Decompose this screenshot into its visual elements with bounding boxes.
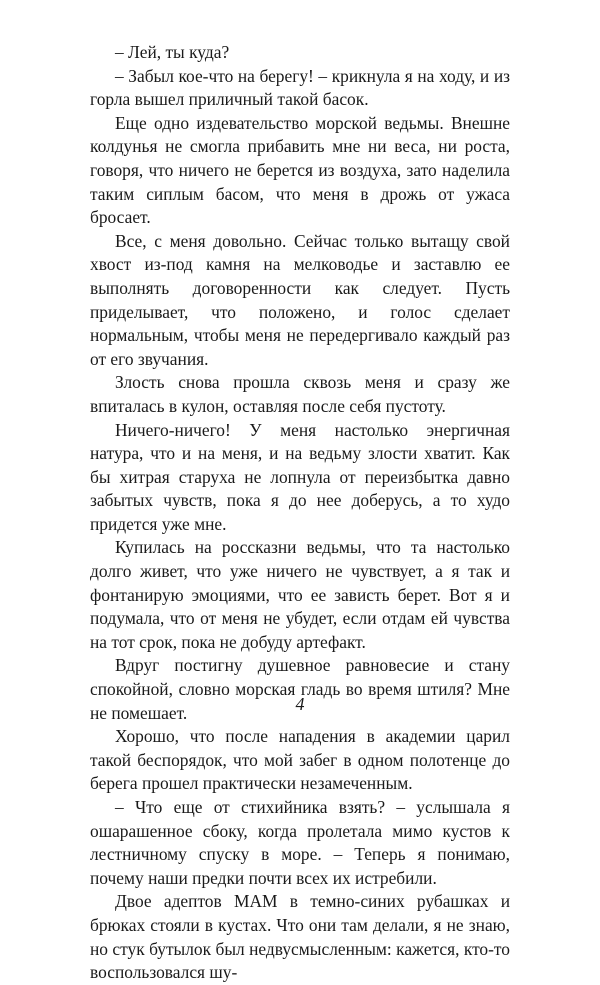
paragraph: Двое адептов МАМ в темно-синих рубашках и брюках стояли в кустах. Что они там делали, я не знаю, но стук бутылок был недвусмысленным: кажется, кто-то воспользовался шу- (90, 891, 510, 983)
paragraph: Ничего-ничего! У меня настолько энергичная натура, что и на меня, и на ведьму злости хватит. Как бы хитрая старуха не лопнула от переизбытка давно забытых чувств, пока я до нее доберусь, а то худо придется уже мне. (90, 419, 510, 534)
paragraph: Злость снова прошла сквозь меня и сразу же впиталась в кулон, оставляя после себя пустоту. (90, 372, 510, 416)
paragraph: Вдруг постигну душевное равновесие и стану спокойной, словно морская гладь во время штиля? Мне не помешает. (90, 655, 510, 723)
paragraph: Еще одно издевательство морской ведьмы. Внешне колдунья не смогла прибавить мне ни веса, ни роста, говоря, что ничего не берется из воздуха, зато наделила таким сиплым басом, что меня в дрожь от ужаса бросает. (90, 112, 510, 228)
paragraph: Все, с меня довольно. Сейчас только вытащу свой хвост из-под камня на мелководье и заставлю ее выполнять договоренности как следует. Пусть приделывает, что положено, и голос сделает нормальным, чтобы меня не передергивало каждый раз от его звучания. (90, 230, 510, 369)
paragraph: – Забыл кое-что на берегу! – крикнула я на ходу, и из горла вышел приличный такой басок. (90, 65, 510, 110)
paragraph: – Что еще от стихийника взять? – услышала я ошарашенное сбоку, когда пролетала мимо кустов к лестничному спуску в море. – Теперь я понимаю, почему наши предки почти всех их истребили. (90, 797, 510, 888)
paragraph: – Лей, ты куда? (115, 42, 230, 62)
page-text-block (90, 41, 510, 985)
paragraph: Купилась на россказни ведьмы, что та настолько долго живет, что уже ничего не чувствует, а я так и фонтанирую эмоциями, что ее зависть берет. Вот я и подумала, что от меня не убудет, если отдам ей чувства на тот срок, пока не добуду артефакт. (90, 537, 510, 652)
page-number: 4 (295, 694, 305, 714)
paragraph: Хорошо, что после нападения в академии царил такой беспорядок, что мой забег в одном полотенце до берега прошел практически незамеченным. (90, 726, 510, 794)
